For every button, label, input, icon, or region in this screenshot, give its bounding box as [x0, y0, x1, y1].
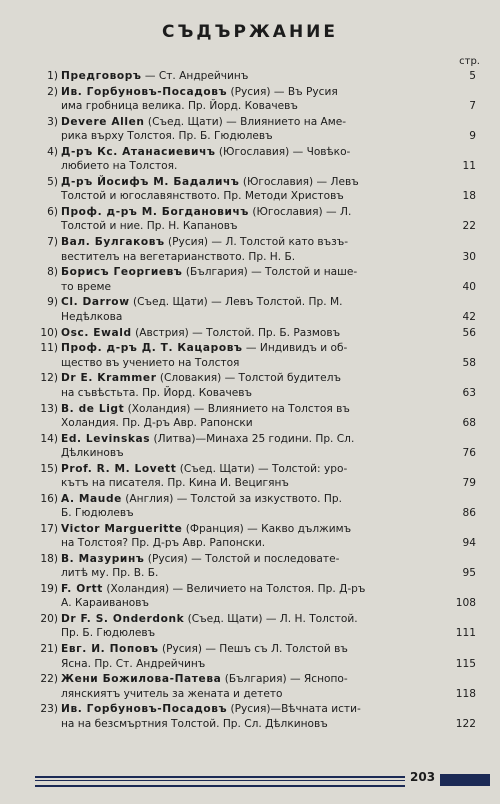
entry-author: Вал. Булгаковъ	[61, 236, 165, 249]
entry-text: (Русия) — Въ Русия	[227, 85, 338, 98]
entry-text: А. Караивановъ	[61, 597, 149, 610]
toc-entry	[30, 175, 476, 204]
entry-text: (Англия) — Толстой за изкуството. Пр.	[121, 492, 342, 505]
entry-line	[61, 219, 476, 233]
entry-line	[61, 462, 476, 476]
entry-number: 18)	[40, 553, 58, 565]
entry-text: на Толстоя? Пр. Д-ръ Авр. Рапонски.	[61, 537, 266, 550]
entry-line	[61, 626, 476, 640]
entry-page-number: 115	[455, 657, 476, 670]
entry-line	[61, 310, 476, 324]
entry-text: щество въ учението на Толстоя	[61, 356, 240, 369]
entry-text: (Югославия) — Човѣко-	[215, 145, 351, 158]
entry-text: (България) — Яснопо-	[221, 673, 348, 686]
entry-page-number: 68	[462, 416, 476, 429]
entry-text: (Съед. Щати) — Влиянието на Аме-	[144, 115, 347, 128]
entry-author: Д-ръ Кс. Атанасиевичъ	[61, 145, 216, 158]
entry-number: 20)	[40, 613, 58, 626]
entry-line	[61, 326, 476, 340]
entry-line	[61, 356, 476, 370]
entry-text: рика върху Толстоя. Пр. Б. Гюдюлевъ	[61, 130, 273, 143]
entry-text: Недѣлкова	[61, 310, 123, 323]
entry-line	[61, 596, 476, 610]
entry-line	[61, 612, 476, 626]
toc-entry	[30, 432, 476, 461]
entry-text: (Австрия) — Толстой. Пр. Б. Размовъ	[131, 326, 341, 339]
toc-entry	[30, 702, 476, 731]
entry-number: 14)	[40, 432, 58, 445]
entry-number: 7)	[47, 236, 58, 249]
toc-entry	[30, 672, 476, 701]
entry-author: Cl. Darrow	[61, 296, 130, 309]
entry-line	[61, 386, 476, 400]
entry-line	[61, 416, 476, 430]
entry-page-number: 18	[462, 190, 476, 203]
entry-text: (Холандия) — Величието на Толстоя. Пр. Д-ръ	[102, 583, 366, 596]
entry-author: Жени Божилова-Патева	[61, 673, 222, 686]
entry-number: 8)	[47, 266, 58, 279]
footer-rule	[35, 776, 405, 787]
entry-page-number: 9	[469, 130, 476, 143]
entry-line	[61, 265, 476, 279]
entry-author: Ив. Горбуновъ-Посадовъ	[61, 703, 228, 716]
entry-line	[61, 280, 476, 294]
entry-text: (Съед. Щати) — Толстой: уро-	[176, 462, 348, 475]
entry-line	[61, 129, 476, 143]
entry-page-number: 111	[455, 627, 476, 640]
entry-line	[61, 99, 476, 113]
entry-page-number: 76	[462, 446, 476, 459]
entry-text: (България) — Толстой и наше-	[182, 266, 358, 279]
entry-text: (Литва)—Минаха 25 години. Пр. Сл.	[150, 432, 355, 445]
entry-line	[61, 402, 476, 416]
entry-text: (Съед. Щати) — Л. Н. Толстой.	[184, 613, 358, 626]
entry-author: B. de Ligt	[61, 402, 125, 415]
entry-line	[61, 175, 476, 189]
entry-page-number: 5	[469, 70, 476, 82]
toc-entry	[30, 462, 476, 491]
entry-text: Холандия. Пр. Д-ръ Авр. Рапонски	[61, 416, 253, 429]
entry-line	[61, 687, 476, 701]
entry-text: Пр. Б. Гюдюлевъ	[61, 627, 156, 640]
entry-line	[61, 446, 476, 460]
toc-entry	[30, 235, 476, 264]
entry-text: (Холандия) — Влиянието на Толстоя въ	[124, 402, 350, 415]
entry-number: 6)	[47, 206, 58, 219]
entry-text: кътъ на писателя. Пр. Кина И. Вецигянъ	[61, 477, 289, 490]
entry-text: — Индивидъ и об-	[242, 342, 348, 355]
entry-page-number: 7	[469, 100, 476, 113]
entry-number: 22)	[40, 673, 58, 686]
entry-line	[61, 506, 476, 520]
entry-text: има гробница велика. Пр. Йорд. Ковачевъ	[61, 100, 298, 113]
entry-number: 12)	[40, 372, 58, 385]
entry-page-number: 79	[462, 477, 476, 490]
entry-text: на съвѣстьта. Пр. Йорд. Ковачевъ	[61, 386, 252, 399]
entry-author: Евг. И. Поповъ	[61, 643, 159, 656]
entry-line	[61, 85, 476, 99]
entry-author: Ed. Levinskas	[61, 432, 151, 445]
toc-entry	[30, 265, 476, 294]
entry-line	[61, 536, 476, 550]
entry-number: 13)	[40, 402, 58, 415]
entry-number: 19)	[40, 583, 58, 596]
entry-text: вестителъ на вегетарианството. Пр. Н. Б.	[61, 250, 296, 263]
toc-entry	[30, 371, 476, 400]
entry-text: (Югославия) — Левъ	[239, 176, 359, 189]
entry-text: на на безсмъртния Толстой. Пр. Сл. Дѣлкиновъ	[61, 717, 328, 730]
entry-page-number: 30	[462, 250, 476, 263]
entry-page-number: 63	[462, 386, 476, 399]
entry-author: Dr E. Krammer	[61, 372, 157, 385]
entry-number: 17)	[40, 522, 58, 535]
entry-line	[61, 476, 476, 490]
entry-page-number: 122	[455, 717, 476, 730]
entry-text: (Русия)—Вѣчната исти-	[227, 703, 361, 716]
entry-line	[61, 189, 476, 203]
toc-entry	[30, 85, 476, 114]
entry-page-number: 58	[462, 356, 476, 369]
entry-page-number: 108	[455, 597, 476, 610]
entry-author: Борисъ Георгиевъ	[61, 266, 183, 279]
entry-line	[61, 115, 476, 129]
entry-line	[61, 492, 476, 506]
entry-author: Предговоръ	[61, 70, 142, 82]
entry-author: Victor Margueritte	[61, 522, 183, 535]
page-title: СЪДЪРЖАНИЕ	[161, 22, 339, 42]
entry-text: — Ст. Андрейчинъ	[141, 70, 249, 82]
entry-author: Проф. д-ръ М. Богдановичъ	[61, 206, 249, 219]
table-of-contents	[30, 69, 476, 731]
entry-text: (Югославия) — Л.	[248, 206, 352, 219]
entry-line	[61, 159, 476, 173]
entry-line	[61, 717, 476, 731]
toc-entry	[30, 341, 476, 370]
entry-line	[61, 566, 476, 580]
entry-author: Ив. Горбуновъ-Посадовъ	[61, 85, 228, 98]
entry-author: Dr F. S. Onderdonk	[61, 613, 185, 626]
entry-number: 21)	[40, 643, 58, 656]
entry-author: Д-ръ Йосифъ М. Бадаличъ	[61, 176, 240, 189]
entry-number: 1)	[47, 70, 58, 82]
entry-number: 15)	[40, 462, 58, 475]
entry-number: 5)	[47, 176, 58, 189]
toc-entry	[30, 115, 476, 144]
entry-author: Devere Allen	[61, 115, 145, 128]
entry-line	[61, 552, 476, 566]
entry-page-number: 118	[455, 687, 476, 700]
entry-line	[61, 69, 476, 83]
entry-line	[61, 250, 476, 264]
entry-text: (Русия) — Пешъ съ Л. Толстой въ	[158, 643, 348, 656]
entry-text: Толстой и югославянството. Пр. Методи Христовъ	[61, 190, 344, 203]
entry-line	[61, 657, 476, 671]
entry-number: 9)	[47, 296, 58, 309]
entry-text: (Съед. Щати) — Левъ Толстой. Пр. М.	[129, 296, 343, 309]
toc-entry	[30, 69, 476, 83]
page-column-label: стр.	[459, 56, 480, 67]
entry-number: 3)	[47, 115, 58, 128]
entry-author: Prof. R. M. Lovett	[61, 462, 177, 475]
entry-text: (Словакия) — Толстой будителъ	[156, 372, 341, 385]
entry-number: 2)	[47, 85, 58, 98]
footer-page-number: 203	[410, 770, 436, 784]
toc-entry	[30, 402, 476, 431]
entry-line	[61, 371, 476, 385]
entry-page-number: 40	[462, 280, 476, 293]
toc-entry	[30, 582, 476, 611]
entry-text: (Русия) — Л. Толстой като възъ-	[164, 236, 349, 249]
entry-text: Дѣлкиновъ	[61, 446, 124, 459]
entry-line	[61, 642, 476, 656]
entry-page-number: 94	[462, 537, 476, 550]
entry-page-number: 22	[462, 220, 476, 233]
entry-text: (Русия) — Толстой и последовате-	[144, 553, 340, 565]
entry-line	[61, 235, 476, 249]
toc-entry	[30, 522, 476, 551]
toc-entry	[30, 205, 476, 234]
toc-entry	[30, 492, 476, 521]
entry-text: любието на Толстоя.	[61, 160, 178, 173]
footer-block	[440, 774, 490, 786]
entry-page-number: 56	[462, 326, 476, 339]
entry-page-number: 86	[462, 507, 476, 520]
toc-entry	[30, 326, 476, 340]
entry-line	[61, 582, 476, 596]
entry-author: В. Мазуринъ	[61, 553, 145, 565]
entry-line	[61, 702, 476, 716]
toc-entry	[30, 145, 476, 174]
entry-line	[61, 522, 476, 536]
entry-author: Osc. Ewald	[61, 326, 132, 339]
entry-page-number: 42	[462, 310, 476, 323]
entry-line	[61, 205, 476, 219]
entry-text: Б. Гюдюлевъ	[61, 507, 134, 520]
entry-text: Толстой и ние. Пр. Н. Капановъ	[61, 220, 238, 233]
toc-entry	[30, 552, 476, 581]
entry-text: лянскиятъ учитель за жената и детето	[61, 687, 283, 700]
toc-entry	[30, 642, 476, 671]
toc-entry	[30, 295, 476, 324]
entry-text: литѣ му. Пр. В. Б.	[61, 567, 159, 580]
entry-line	[61, 341, 476, 355]
entry-author: A. Maude	[61, 492, 122, 505]
entry-number: 4)	[47, 145, 58, 158]
entry-author: Проф. д-ръ Д. Т. Кацаровъ	[61, 342, 243, 355]
entry-page-number: 11	[462, 160, 476, 173]
entry-page-number: 95	[462, 567, 476, 580]
entry-text: (Франция) — Какво дължимъ	[182, 522, 352, 535]
entry-text: то време	[61, 280, 112, 293]
entry-number: 23)	[40, 703, 58, 716]
entry-number: 11)	[40, 342, 58, 355]
entry-line	[61, 432, 476, 446]
entry-text: Ясна. Пр. Ст. Андрейчинъ	[61, 657, 206, 670]
entry-number: 16)	[40, 492, 58, 505]
entry-line	[61, 145, 476, 159]
toc-entry	[30, 612, 476, 641]
entry-line	[61, 295, 476, 309]
entry-line	[61, 672, 476, 686]
entry-author: F. Ortt	[61, 583, 103, 596]
entry-number: 10)	[40, 326, 58, 339]
